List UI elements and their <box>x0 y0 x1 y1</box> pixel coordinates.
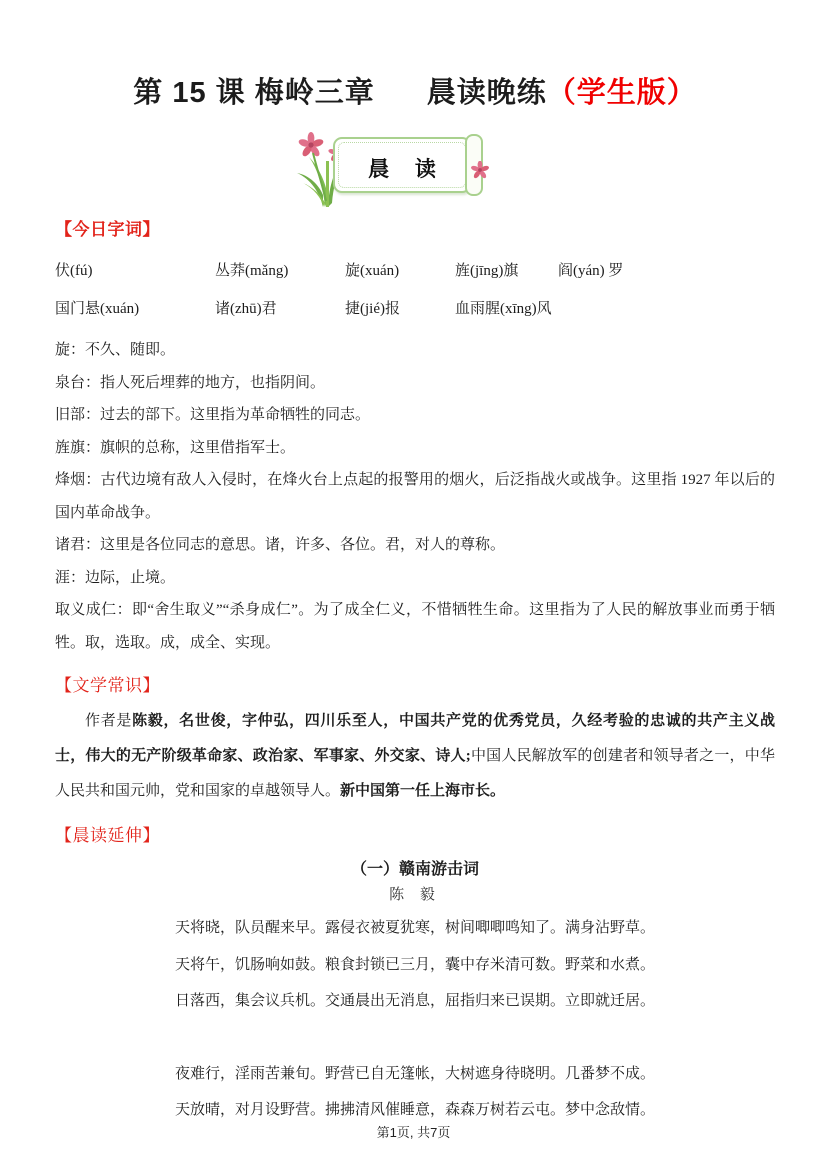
banner-label: 晨 读 <box>368 158 446 181</box>
vocab-definition: 取义成仁：即“舍生取义”“杀身成仁”。为了成全仁义，不惜牺牲生命。这里指为了人民的解放事业而勇于牺牲。取，选取。成，成全、实现。 <box>55 602 775 651</box>
literature-run: 作者是 <box>85 713 133 729</box>
vocab-definition: 旌旗：旗帜的总称，这里借指军士。 <box>55 439 296 456</box>
vocab-word: 诸(zhū)君 <box>215 301 277 317</box>
literature-run: 中国人民解放军的创建者和领导者之一，中华人民共和国元帅，党和国家的卓越领导人。 <box>55 748 775 799</box>
poem-line: 夜难行，淫雨苦兼旬。野营已自无篷帐，大树遮身待晓明。几番梦不成。 <box>174 1065 655 1082</box>
vocab-word: 丛莽(mǎng) <box>215 263 289 279</box>
vocab-word: 捷(jié)报 <box>345 301 400 317</box>
section-header-literature: 【文学常识】 <box>55 676 160 695</box>
vocab-word: 伏(fú) <box>55 263 93 279</box>
morning-reading-banner <box>293 135 493 199</box>
literature-run-bold: 新中国第一任上海市长。 <box>340 783 506 799</box>
poem-body <box>55 910 775 1129</box>
vocab-definition: 旧部：过去的部下。这里指为革命牺牲的同志。 <box>55 407 371 423</box>
poem-title: （一）赣南游击词 <box>350 861 479 878</box>
poem-author: 陈 毅 <box>389 887 441 903</box>
section-header-extension: 【晨读延伸】 <box>55 826 160 845</box>
vocab-word-list <box>55 252 775 328</box>
stanza-gap <box>55 1020 775 1056</box>
vocab-definition: 烽烟：古代边境有敌人入侵时，在烽火台上点起的报警用的烟火，后泛指战火或战争。这里指 1927 年以后的国内革命战争。 <box>55 472 775 521</box>
vocab-word: 阎(yán) 罗 <box>558 263 624 279</box>
title-sub: 晨读晚练 <box>426 77 547 109</box>
literature-run-bold: 陈毅，名世俊，字仲弘，四川乐至人，中国共产党的优秀党员，久经考验的忠诚的共产主义战士，伟大的无产阶级革命家、政治家、军事家、外交家、诗人; <box>55 713 775 764</box>
vocab-definitions <box>55 334 775 659</box>
flower-icon <box>298 132 325 158</box>
vocab-definition: 诸君：这里是各位同志的意思。诸，许多、各位。君，对人的尊称。 <box>55 537 506 553</box>
vocab-word: 血雨腥(xīng)风 <box>455 301 552 317</box>
poem-line: 天将晓，队员醒来早。露侵衣被夏犹寒，树间唧唧鸣知了。满身沾野草。 <box>174 920 655 936</box>
vocab-definition: 泉台：指人死后埋葬的地方，也指阴间。 <box>55 374 326 391</box>
vocab-word-row <box>55 252 775 290</box>
page-footer: 第1页, 共7页 <box>376 1125 451 1140</box>
vocab-definition: 旋：不久、随即。 <box>55 342 176 358</box>
vocab-word: 旋(xuán) <box>345 263 400 279</box>
literature-paragraph <box>55 704 775 809</box>
vocab-word: 旌(jīng)旗 <box>455 263 519 279</box>
poem-line: 日落西，集会议兵机。交通晨出无消息，屈指归来已误期。立即就迁居。 <box>174 993 655 1009</box>
poem-line: 天将午，饥肠响如鼓。粮食封锁已三月，囊中存米清可数。野菜和水煮。 <box>174 956 655 973</box>
vocab-word: 国门悬(xuán) <box>55 301 140 317</box>
poem-line: 天放晴，对月设野营。拂拂清风催睡意，森森万树若云屯。梦中念敌情。 <box>174 1102 655 1118</box>
title-edition: （学生版） <box>546 77 697 109</box>
title-main: 第 15 课 梅岭三章 <box>133 77 375 109</box>
page-title <box>55 70 775 111</box>
banner-scroll-box <box>333 137 471 193</box>
flower-icon <box>471 161 489 179</box>
vocab-definition: 涯：边际，止境。 <box>55 569 176 586</box>
section-header-vocab: 【今日字词】 <box>55 220 160 239</box>
vocab-word-row <box>55 290 775 328</box>
